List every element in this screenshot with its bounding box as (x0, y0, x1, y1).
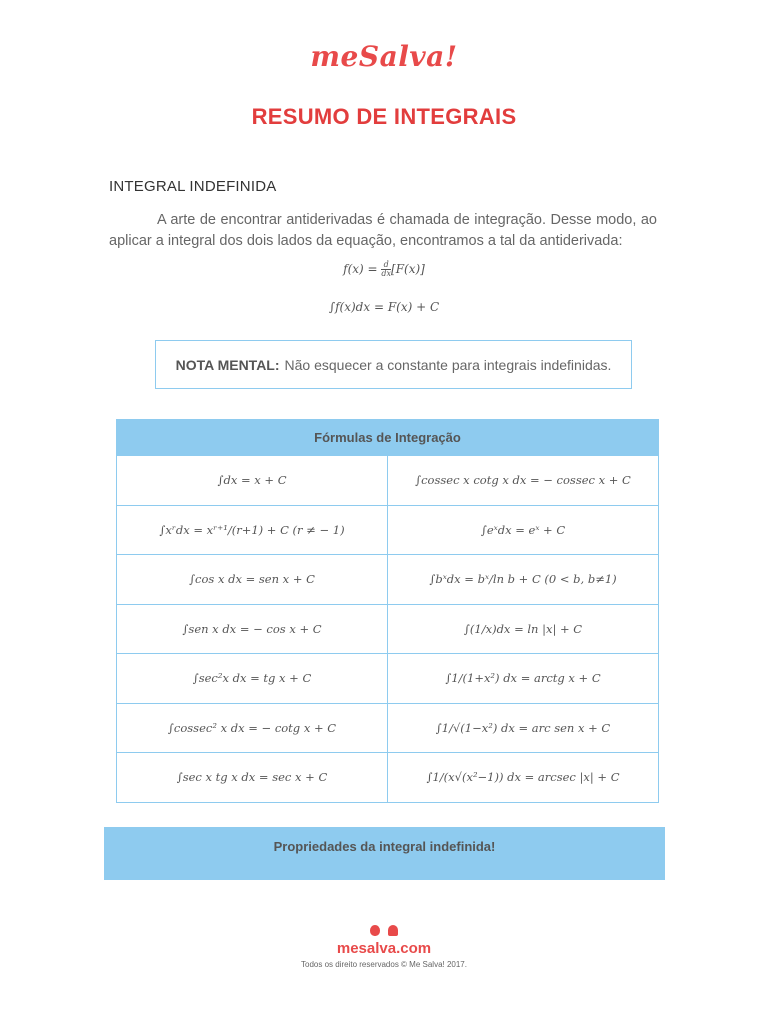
derivative-left: f(x) = (343, 262, 382, 276)
section-heading: INTEGRAL INDEFINIDA (109, 178, 277, 195)
integration-formulas-table (116, 419, 659, 803)
table-cell: ∫eˣdx = eˣ + C (387, 506, 658, 555)
derivative-fraction (381, 261, 391, 278)
table-header: Fórmulas de Integração (117, 420, 658, 455)
table-cell: ∫1/(1+x²) dx = arctg x + C (387, 654, 658, 703)
table-cell: ∫cos x dx = sen x + C (189, 572, 315, 587)
table-row (117, 703, 658, 753)
note-text: Não esquecer a constante para integrais indefinidas. (284, 356, 612, 373)
table-cell: ∫cossec x cotg x dx = − cossec x + C (387, 456, 658, 505)
derivative-formula (0, 261, 768, 278)
page-title: RESUMO DE INTEGRAIS (251, 104, 517, 129)
table-cell: ∫sec x tg x dx = sec x + C (176, 770, 328, 785)
note-label: NOTA MENTAL: (175, 356, 280, 373)
table-row (117, 653, 658, 703)
intro-paragraph: A arte de encontrar antiderivadas é chamada de integração. Desse modo, ao aplicar a integral dos dois lados da equação, encontramos a tal da antiderivada: (109, 212, 657, 249)
footer-site-link[interactable]: mesalva.com (336, 940, 432, 957)
table-cell: ∫1/√(1−x²) dx = arc sen x + C (387, 704, 658, 753)
footer-copyright: Todos os direito reservados © Me Salva! 2017. (301, 960, 467, 969)
table-cell: ∫dx = x + C (217, 473, 287, 488)
derivative-numerator: d (381, 261, 391, 270)
android-icon[interactable] (388, 925, 398, 936)
table-cell: ∫bˣdx = bˣ/ln b + C (0 < b, b≠1) (387, 555, 658, 604)
table-cell: ∫cossec² x dx = − cotg x + C (167, 720, 337, 735)
footer-icons (0, 925, 768, 936)
derivative-denominator: dx (381, 269, 392, 278)
integral-formula: ∫f(x)dx = F(x) + C (328, 300, 440, 314)
table-cell: ∫(1/x)dx = ln |x| + C (387, 605, 658, 654)
table-row (117, 604, 658, 654)
table-row (117, 455, 658, 505)
derivative-right: [F(x)] (391, 262, 425, 276)
table-cell: ∫xʳdx = xʳ⁺¹/(r+1) + C (r ≠ − 1) (159, 522, 345, 537)
table-cell: ∫1/(x√(x²−1)) dx = arcsec |x| + C (387, 753, 658, 802)
properties-heading: Propriedades da integral indefinida! (104, 827, 665, 880)
table-row (117, 505, 658, 555)
table-cell: ∫sec²x dx = tg x + C (192, 671, 312, 686)
mental-note (155, 340, 632, 389)
table-row (117, 554, 658, 604)
mesalva-logo: meSalva! (310, 40, 458, 73)
apple-icon[interactable] (370, 925, 380, 936)
table-cell: ∫sen x dx = − cos x + C (182, 621, 322, 636)
table-row (117, 752, 658, 802)
